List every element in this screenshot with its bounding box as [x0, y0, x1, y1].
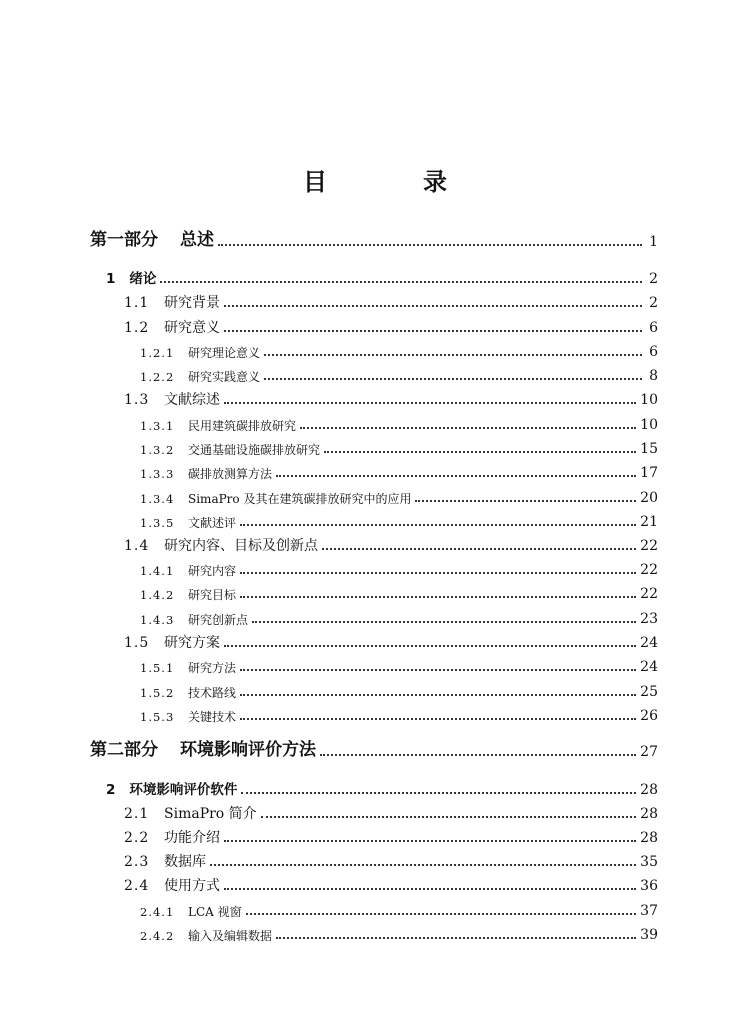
toc-entry-page: 1 — [649, 234, 658, 250]
toc-entry-number: 1.1 — [124, 295, 150, 311]
toc-entry-title: 交通基础设施碳排放研究 — [188, 443, 321, 457]
toc-entry-page: 28 — [640, 806, 658, 822]
toc-entry-number: 1.3.5 — [140, 515, 175, 530]
toc-title: 目 录 — [303, 168, 483, 196]
toc-entry-sub[interactable] — [140, 701, 658, 723]
toc-entry-number: 2.4 — [124, 878, 150, 894]
toc-entry-number: 1.5 — [124, 635, 150, 651]
dot-leader — [276, 927, 636, 939]
dot-leader — [224, 878, 636, 890]
toc-entry-title: 数据库 — [164, 854, 206, 870]
dot-leader — [261, 806, 636, 818]
toc-entry-sub[interactable] — [140, 507, 658, 529]
dot-leader — [300, 417, 636, 429]
toc-entry-title: 文献述评 — [188, 516, 237, 530]
toc-entry-page: 17 — [640, 465, 658, 481]
toc-entry-number: 1.5.1 — [140, 660, 175, 675]
dot-leader — [252, 611, 636, 623]
toc-entry-sub[interactable] — [140, 483, 658, 505]
toc-entry-page: 15 — [640, 441, 658, 457]
dot-leader — [224, 320, 642, 332]
toc-entry-page: 24 — [640, 659, 658, 675]
toc-entry-page: 21 — [640, 514, 658, 530]
toc-entry-page: 6 — [649, 344, 658, 360]
dot-leader — [218, 234, 642, 246]
dot-leader — [246, 903, 637, 915]
toc-entry-page: 20 — [640, 490, 658, 506]
dot-leader — [240, 562, 636, 574]
toc-entry-number: 2.4.1 — [140, 904, 175, 919]
toc-entry-page: 2 — [649, 295, 658, 311]
toc-entry-page: 10 — [640, 392, 658, 408]
toc-entry-part[interactable] — [90, 737, 658, 759]
toc-entry-sub[interactable] — [140, 920, 658, 942]
toc-entry-page: 22 — [640, 586, 658, 602]
toc-entry-title: 绪论 — [129, 270, 157, 287]
toc-entry-number: 1.4 — [124, 538, 150, 554]
toc-entry-part[interactable] — [90, 227, 658, 249]
toc-entry-page: 25 — [640, 684, 658, 700]
toc-entry-sub[interactable] — [140, 434, 658, 456]
toc-entry-sub[interactable] — [140, 677, 658, 699]
dot-leader — [276, 465, 636, 477]
toc-entry-sub[interactable] — [140, 579, 658, 601]
toc-entry-title: SimaPro 简介 — [164, 806, 257, 822]
dot-leader — [241, 782, 636, 794]
dot-leader — [240, 684, 636, 696]
dot-leader — [240, 659, 636, 671]
toc-entry-number: 2.4.2 — [140, 928, 175, 943]
toc-entry-number: 1.2 — [124, 320, 150, 336]
toc-entry-title: 研究目标 — [188, 588, 237, 602]
toc-entry-number: 1.5.2 — [140, 685, 175, 700]
toc-entry-title: 研究实践意义 — [188, 370, 261, 384]
toc-entry-number: 1 — [106, 270, 116, 287]
toc-entry-title: 技术路线 — [188, 686, 237, 700]
toc-entry-number: 2.1 — [124, 806, 150, 822]
toc-entry-sub[interactable] — [140, 555, 658, 577]
toc-entry-page: 37 — [640, 903, 658, 919]
toc-entry-page: 22 — [640, 562, 658, 578]
toc-entry-sub[interactable] — [140, 361, 658, 383]
toc-entry-number: 1.5.3 — [140, 709, 175, 724]
toc-entry-chapter[interactable] — [106, 775, 658, 797]
toc-entry-number: 1.2.2 — [140, 369, 175, 384]
toc-entry-title: 研究理论意义 — [188, 346, 261, 360]
toc-entry-page: 10 — [640, 417, 658, 433]
toc-entry-number: 1.2.1 — [140, 345, 175, 360]
toc-entry-number: 2.2 — [124, 830, 150, 846]
dot-leader — [240, 586, 636, 598]
toc-entry-title: 研究创新点 — [188, 613, 249, 627]
toc-entry-sub[interactable] — [140, 458, 658, 480]
dot-leader — [415, 490, 636, 502]
toc-entry-title: 研究背景 — [164, 295, 220, 311]
dot-leader — [324, 441, 636, 453]
toc-entry-number: 第一部分 — [90, 230, 158, 250]
toc-entry-number: 2 — [106, 781, 116, 798]
toc-entry-sec[interactable] — [124, 385, 658, 407]
toc-entry-title: 研究方法 — [188, 661, 237, 675]
toc-entry-page: 22 — [640, 538, 658, 554]
toc-entry-chapter[interactable] — [106, 264, 658, 286]
toc-entry-page: 6 — [649, 320, 658, 336]
toc-entry-page: 35 — [640, 854, 658, 870]
toc-entry-sub[interactable] — [140, 337, 658, 359]
dot-leader — [224, 635, 636, 647]
toc-entry-page: 27 — [640, 744, 658, 760]
toc-entry-title: 研究内容 — [188, 564, 237, 578]
dot-leader — [224, 295, 642, 307]
dot-leader — [264, 368, 642, 380]
toc-entry-title: 环境影响评价方法 — [180, 740, 316, 760]
toc-entry-sec[interactable] — [124, 871, 658, 893]
toc-entry-page: 39 — [640, 927, 658, 943]
toc-entry-sec[interactable] — [124, 823, 658, 845]
toc-entry-number: 1.3.2 — [140, 442, 175, 457]
toc-entry-page: 8 — [649, 368, 658, 384]
toc-entry-page: 2 — [649, 271, 658, 287]
dot-leader — [240, 514, 636, 526]
toc-entry-title: 输入及编辑数据 — [188, 929, 273, 943]
dot-leader — [264, 344, 642, 356]
toc-entry-number: 1.3.3 — [140, 466, 175, 481]
toc-entry-sec[interactable] — [124, 799, 658, 821]
toc-entry-sec[interactable] — [124, 847, 658, 869]
toc-entry-number: 2.3 — [124, 854, 150, 870]
toc-entry-page: 26 — [640, 708, 658, 724]
dot-leader — [160, 271, 642, 283]
dot-leader — [320, 744, 636, 756]
toc-entry-title: 关键技术 — [188, 710, 237, 724]
toc-entry-sub[interactable] — [140, 604, 658, 626]
toc-entry-title: 民用建筑碳排放研究 — [188, 419, 297, 433]
dot-leader — [224, 830, 636, 842]
toc-entry-title: 使用方式 — [164, 878, 220, 894]
dot-leader — [224, 392, 636, 404]
toc-entry-title: 碳排放测算方法 — [188, 467, 273, 481]
toc-entry-title: SimaPro 及其在建筑碳排放研究中的应用 — [188, 492, 412, 506]
toc-entry-number: 1.4.1 — [140, 563, 175, 578]
toc-entry-sec[interactable] — [124, 288, 658, 310]
toc-entry-number: 第二部分 — [90, 740, 158, 760]
toc-entry-title: 环境影响评价软件 — [129, 781, 238, 798]
toc-entry-title: 总述 — [180, 230, 214, 250]
toc-entry-title: 研究意义 — [164, 320, 220, 336]
dot-leader — [210, 854, 636, 866]
toc-entry-title: 文献综述 — [164, 392, 220, 408]
toc-entry-sec[interactable] — [124, 531, 658, 553]
toc-entry-number: 1.3 — [124, 392, 150, 408]
toc-entry-page: 36 — [640, 878, 658, 894]
toc-entry-sub[interactable] — [140, 410, 658, 432]
toc-entry-number: 1.3.4 — [140, 491, 175, 506]
toc-entry-title: 功能介绍 — [164, 830, 220, 846]
dot-leader — [240, 708, 636, 720]
toc-entry-sec[interactable] — [124, 313, 658, 335]
toc-entry-sub[interactable] — [140, 896, 658, 918]
toc-entry-page: 23 — [640, 611, 658, 627]
toc-entry-title: LCA 视窗 — [188, 905, 242, 919]
toc-entry-page: 28 — [640, 782, 658, 798]
toc-entry-page: 24 — [640, 635, 658, 651]
dot-leader — [322, 538, 636, 550]
toc-entry-number: 1.4.3 — [140, 612, 175, 627]
toc-entry-page: 28 — [640, 830, 658, 846]
toc-entry-title: 研究内容、目标及创新点 — [164, 538, 318, 554]
toc-entry-sub[interactable] — [140, 652, 658, 674]
toc-entry-sec[interactable] — [124, 628, 658, 650]
toc-entry-number: 1.4.2 — [140, 587, 175, 602]
toc-entry-title: 研究方案 — [164, 635, 220, 651]
toc-entry-number: 1.3.1 — [140, 418, 175, 433]
